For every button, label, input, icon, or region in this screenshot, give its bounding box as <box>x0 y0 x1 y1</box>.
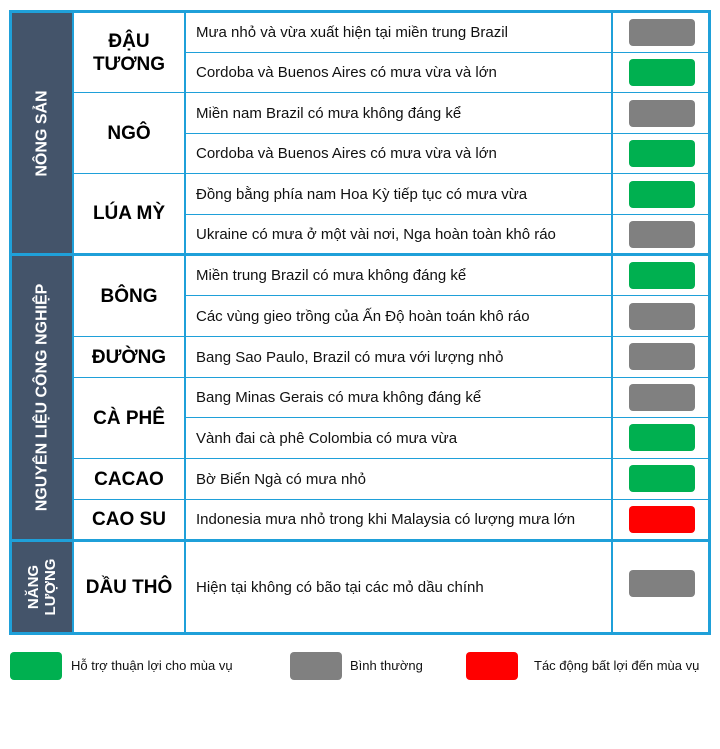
status-indicator <box>629 465 695 492</box>
commodity-name: LÚA MỲ <box>92 203 166 224</box>
commodity-corn <box>74 93 184 173</box>
commodity-coffee <box>74 378 184 458</box>
status-indicator <box>629 384 695 411</box>
commodity-wheat <box>74 174 184 253</box>
legend <box>0 652 720 682</box>
category-label: NÔNG SẢN <box>33 89 51 177</box>
row-description: Mưa nhỏ và vừa xuất hiện tại miền trung Brazil <box>196 24 508 41</box>
commodity-name: CAO SU <box>92 509 166 530</box>
status-indicator <box>629 343 695 370</box>
row-description: Vành đai cà phê Colombia có mưa vừa <box>196 429 458 447</box>
row-description: Indonesia mưa nhỏ trong khi Malaysia có lượng mưa lớn <box>196 511 576 528</box>
row-description: Bang Sao Paulo, Brazil có mưa với lượng nhỏ <box>196 348 504 366</box>
legend-label-normal: Bình thường <box>350 658 423 673</box>
row-description: Bang Minas Gerais có mưa không đáng kể <box>196 389 482 406</box>
legend-swatch-adverse <box>466 652 518 680</box>
commodity-name: DẦU THÔ <box>85 576 173 598</box>
commodity-name: ĐẬU TƯƠNG <box>92 30 166 75</box>
status-indicator <box>629 100 695 127</box>
commodity-name: BÔNG <box>100 285 158 307</box>
row-description: Bờ Biển Ngà có mưa nhỏ <box>196 470 366 488</box>
legend-label-favorable: Hỗ trợ thuận lợi cho mùa vụ <box>71 658 233 673</box>
status-indicator <box>629 303 695 330</box>
commodity-crude-oil <box>74 542 184 632</box>
status-indicator <box>629 59 695 86</box>
commodity-cotton <box>74 256 184 336</box>
row-description: Miền nam Brazil có mưa không đáng kể <box>196 104 462 122</box>
commodity-soybean <box>74 13 184 92</box>
legend-label-adverse: Tác động bất lợi đến mùa vụ <box>534 658 700 673</box>
category-industrial <box>12 256 72 539</box>
status-indicator <box>629 262 695 289</box>
status-indicator <box>629 424 695 451</box>
commodity-rubber <box>74 500 184 539</box>
commodity-name: CÀ PHÊ <box>93 407 165 429</box>
commodity-cocoa <box>74 459 184 499</box>
row-description: Đồng bằng phía nam Hoa Kỳ tiếp tục có mưa vừa <box>196 185 528 203</box>
category-agriculture <box>12 13 72 253</box>
category-energy <box>12 542 72 632</box>
row-description: Các vùng gieo trồng của Ấn Độ hoàn toán khô ráo <box>196 307 530 325</box>
row-description: Cordoba và Buenos Aires có mưa vừa và lớn <box>196 145 497 162</box>
weather-impact-table <box>9 10 711 635</box>
status-indicator <box>629 19 695 46</box>
status-indicator <box>629 570 695 597</box>
row-description: Cordoba và Buenos Aires có mưa vừa và lớn <box>196 64 497 81</box>
commodity-name: NGÔ <box>107 122 151 144</box>
legend-swatch-favorable <box>10 652 62 680</box>
category-label: NGUYÊN LIỆU CÔNG NGHIỆP <box>33 283 51 512</box>
commodity-sugar <box>74 337 184 377</box>
row-description: Miền trung Brazil có mưa không đáng kể <box>196 267 467 284</box>
status-indicator <box>629 506 695 533</box>
status-indicator <box>629 140 695 167</box>
row-description: Hiện tại không có bão tại các mỏ dầu chính <box>196 578 484 596</box>
status-indicator <box>629 181 695 208</box>
commodity-name: ĐƯỜNG <box>91 346 167 368</box>
status-indicator <box>629 221 695 248</box>
row-description: Ukraine có mưa ở một vài nơi, Nga hoàn toàn khô ráo <box>196 225 556 243</box>
category-label: NĂNG LƯỢNG <box>25 558 59 616</box>
legend-swatch-normal <box>290 652 342 680</box>
commodity-name: CACAO <box>94 468 164 490</box>
